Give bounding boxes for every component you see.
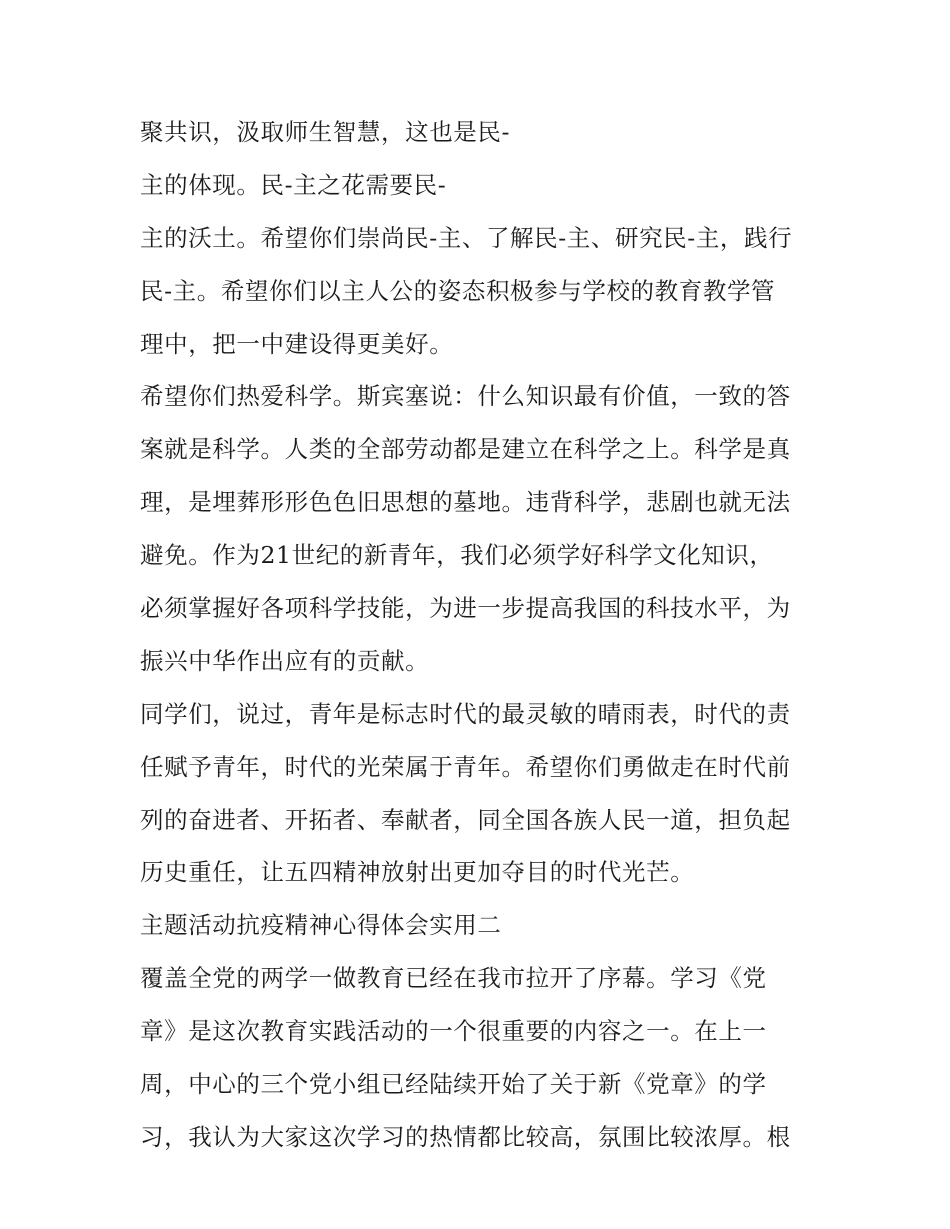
text-line: 主的体现。民-主之花需要民- — [140, 170, 447, 199]
text-line: 历史重任，让五四精神放射出更加夺目的时代光芒。 — [140, 858, 695, 887]
text-line: 主的沃土。希望你们崇尚民-主、了解民-主、研究民-主，践行 — [140, 223, 793, 252]
text-line: 必须掌握好各项科学技能，为进一步提高我国的科技水平，为 — [140, 594, 791, 623]
text-line: 案就是科学。人类的全部劳动都是建立在科学之上。科学是真 — [140, 435, 791, 464]
text-line: 民-主。希望你们以主人公的姿态积极参与学校的教育教学管 — [140, 276, 776, 305]
text-line: 列的奋进者、开拓者、奉献者，同全国各族人民一道，担负起 — [140, 805, 791, 834]
document-body — [140, 108, 820, 1166]
text-line: 同学们，说过，青年是标志时代的最灵敏的晴雨表，时代的责 — [140, 699, 791, 728]
text-line: 任赋予青年，时代的光荣属于青年。希望你们勇做走在时代前 — [140, 752, 791, 781]
text-line: 避免。作为21世纪的新青年，我们必须学好科学文化知识， — [140, 541, 774, 570]
text-line: 振兴中华作出应有的贡献。 — [140, 646, 430, 675]
text-line: 希望你们热爱科学。斯宾塞说：什么知识最有价值，一致的答 — [140, 382, 791, 411]
text-line: 理，是埋葬形形色色旧思想的墓地。违背科学，悲剧也就无法 — [140, 488, 791, 517]
text-line: 章》是这次教育实践活动的一个很重要的内容之一。在上一 — [140, 1017, 767, 1046]
text-line: 习，我认为大家这次学习的热情都比较高，氛围比较浓厚。根 — [140, 1122, 791, 1151]
text-line: 聚共识，汲取师生智慧，这也是民- — [140, 118, 511, 146]
text-line: 覆盖全党的两学一做教育已经在我市拉开了序幕。学习《党 — [140, 964, 767, 993]
text-line: 理中，把一中建设得更美好。 — [140, 329, 454, 358]
section-heading: 主题活动抗疫精神心得体会实用二 — [140, 911, 502, 940]
text-line: 周，中心的三个党小组已经陆续开始了关于新《党章》的学 — [140, 1070, 767, 1099]
